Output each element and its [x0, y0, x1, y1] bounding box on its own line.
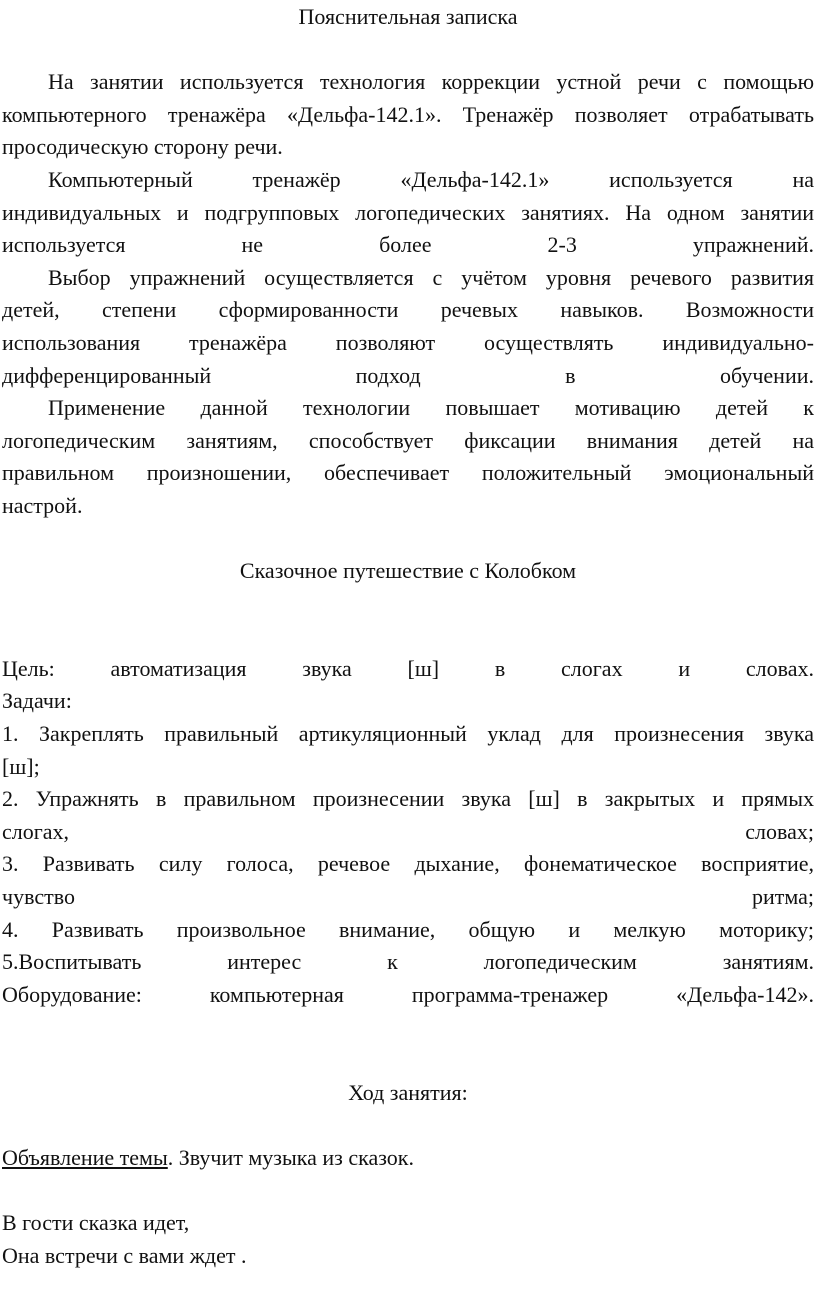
spacer: [2, 588, 814, 621]
intro-paragraph-2-line-2: индивидуальных и подгрупповых логопедических занятиях. На одном занятии: [2, 199, 814, 225]
tasks-label: Задачи:: [2, 688, 72, 714]
intro-paragraph-2-line-1: Компьютерный тренажёр «Дельфа-142.1» используется на: [48, 166, 814, 192]
task-4-line: 4. Развивать произвольное внимание, общую и мелкую моторику;: [2, 916, 814, 942]
spacer: [2, 1011, 814, 1044]
spacer: [2, 34, 814, 67]
intro-paragraph-4-line-2: логопедическим занятиям, способствует фиксации внимания детей на: [2, 427, 814, 453]
spacer: [2, 523, 814, 556]
intro-paragraph-1-line-3: просодическую сторону речи.: [2, 134, 283, 160]
intro-paragraph-3-line-3: использования тренажёра позволяют осуществлять индивидуально-: [2, 329, 814, 355]
spacer: [2, 1109, 814, 1142]
announce-label: Объявление темы: [2, 1144, 168, 1170]
intro-paragraph-1-line-1: На занятии используется технология коррекции устной речи с помощью: [48, 69, 814, 95]
equipment-line: Оборудование: компьютерная программа-тренажер «Дельфа-142».: [2, 981, 814, 1007]
announce-rest: . Звучит музыка из сказок.: [167, 1144, 414, 1170]
intro-paragraph-3-line-2: детей, степени сформированности речевых навыков. Возможности: [2, 297, 814, 323]
announce-line: [2, 1142, 814, 1175]
document-page: [2, 1, 814, 1272]
intro-paragraph-4-line-4: настрой.: [2, 492, 83, 518]
task-2-line-1: 2. Упражнять в правильном произнесении звука [ш] в закрытых и прямых: [2, 786, 814, 812]
intro-paragraph-2-line-3: используется не более 2-3 упражнений.: [2, 232, 814, 258]
intro-paragraph-3-line-1: Выбор упражнений осуществляется с учётом уровня речевого развития: [48, 264, 814, 290]
task-5-line: 5.Воспитывать интерес к логопедическим занятиям.: [2, 949, 814, 975]
task-3-line-2: чувство ритма;: [2, 884, 814, 910]
intro-paragraph-4-line-3: правильном произношении, обеспечивает положительный эмоциональный: [2, 460, 814, 486]
intro-paragraph-4-line-1: Применение данной технологии повышает мотивацию детей к: [48, 395, 814, 421]
lesson-title: Сказочное путешествие с Колобком: [239, 558, 577, 584]
task-1-line-1: 1. Закреплять правильный артикуляционный уклад для произнесения звука: [2, 721, 814, 747]
task-3-line-1: 3. Развивать силу голоса, речевое дыхание, фонематическое восприятие,: [2, 851, 814, 877]
task-1-line-2: [ш];: [2, 753, 40, 779]
poem-line-2: Она встречи с вами ждет .: [2, 1242, 247, 1268]
goal-line: Цель: автоматизация звука [ш] в слогах и словах.: [2, 655, 814, 681]
poem-line-1: В гости сказка идет,: [2, 1209, 190, 1235]
task-2-line-2: слогах, словах;: [2, 818, 814, 844]
spacer: [2, 1044, 814, 1077]
course-title: Ход занятия:: [348, 1079, 468, 1105]
spacer: [2, 620, 814, 653]
page-title: Пояснительная записка: [298, 4, 518, 29]
spacer: [2, 1174, 814, 1207]
intro-paragraph-1-line-2: компьютерного тренажёра «Дельфа-142.1». Тренажёр позволяет отрабатывать: [2, 101, 814, 127]
intro-paragraph-3-line-4: дифференцированный подход в обучении.: [2, 362, 814, 388]
